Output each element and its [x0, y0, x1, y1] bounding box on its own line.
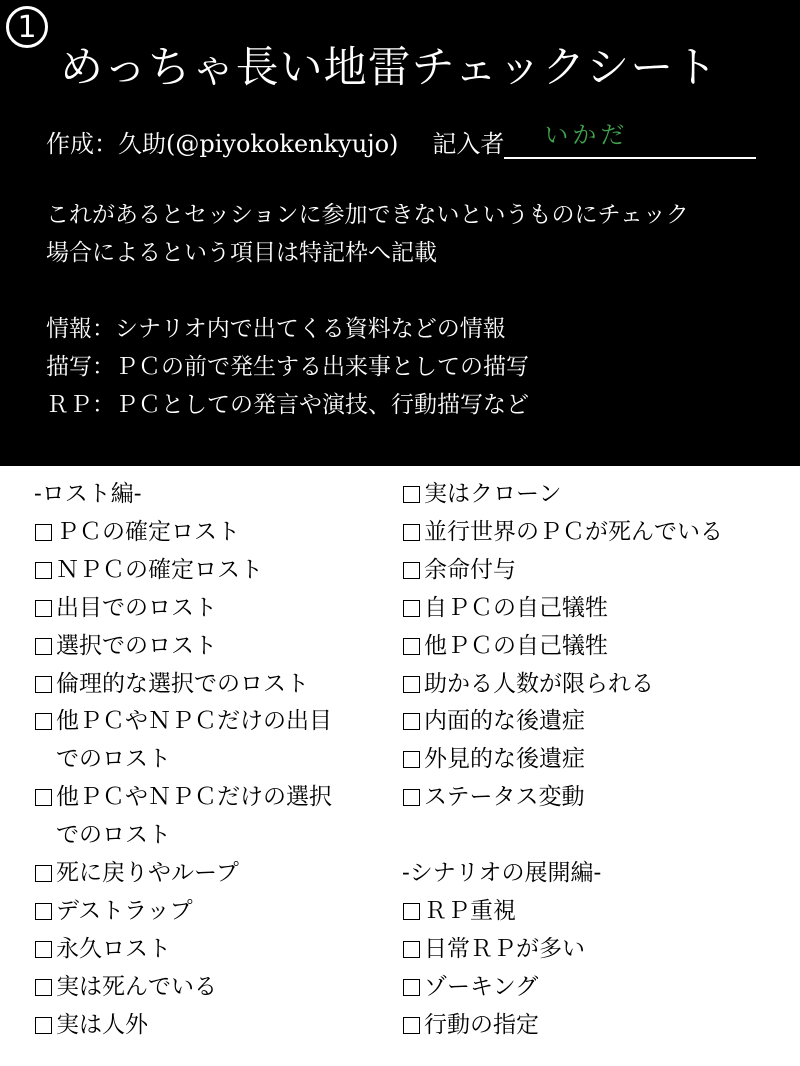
checkbox[interactable] — [35, 941, 52, 958]
checkbox[interactable] — [35, 903, 52, 920]
checklist-item-label: ステータス変動 — [424, 784, 585, 811]
checklist-item-label: 実はクローン — [424, 481, 562, 507]
page-title: めっちゃ長い地雷チェックシート — [60, 43, 719, 93]
writer-name: いかだ — [544, 121, 629, 149]
checklist-item[interactable] — [34, 590, 394, 628]
checkbox[interactable] — [403, 486, 420, 503]
checklist-item[interactable] — [34, 931, 394, 969]
checklist-item[interactable] — [34, 855, 394, 893]
checklist-item-label: 行動の指定 — [424, 1011, 539, 1038]
checklist-item-line: 他ＰＣやＮＰＣだけの出目 — [56, 708, 332, 735]
checkbox[interactable] — [403, 903, 420, 920]
definition-line: 描写：ＰＣの前で発生する出来事としての描写 — [46, 354, 529, 380]
checkbox[interactable] — [403, 562, 420, 579]
checklist-item-label: 永久ロスト — [56, 935, 171, 962]
lost-checklist-continued — [402, 476, 792, 817]
checklist-item-label: 日常ＲＰが多い — [424, 935, 585, 962]
checkbox[interactable] — [403, 638, 420, 655]
checklist-item[interactable] — [402, 741, 792, 779]
checklist-item-label: 余命付与 — [424, 556, 516, 583]
scenario-checklist — [402, 893, 792, 1045]
right-column — [402, 476, 792, 1045]
checklist-item-label: ゾーキング — [424, 973, 539, 1000]
checklist-item-label: 内面的な後遺症 — [424, 708, 585, 735]
intro-line: これがあるとセッションに参加できないというものにチェック — [46, 202, 689, 228]
checkbox[interactable] — [403, 1017, 420, 1034]
checklist-item-label: 助かる人数が限られる — [424, 670, 654, 697]
checklist-item[interactable] — [402, 969, 792, 1007]
checklist-item-label: 実は人外 — [56, 1011, 148, 1038]
author-line — [46, 121, 756, 159]
checklist-item-label: 自ＰＣの自己犠牲 — [424, 594, 608, 621]
checklist-item[interactable] — [402, 779, 792, 817]
checklist-item-label: 倫理的な選択でのロスト — [56, 670, 309, 697]
lost-section — [34, 476, 394, 1045]
definitions — [46, 310, 786, 424]
checkbox[interactable] — [35, 713, 52, 730]
checkbox[interactable] — [35, 600, 52, 617]
checklist-item-label: 選択でのロスト — [56, 632, 217, 659]
checklist-item-line: 他ＰＣやＮＰＣだけの選択 — [56, 784, 332, 811]
checklist-item-label: 並行世界のＰＣが死んでいる — [424, 518, 723, 545]
checkbox[interactable] — [35, 789, 52, 806]
writer-field[interactable] — [504, 121, 756, 159]
checkbox[interactable] — [403, 941, 420, 958]
checklist-item-label: ＮＰＣの確定ロスト — [56, 556, 263, 583]
checklist-item-label: 他ＰＣの自己犠牲 — [424, 632, 608, 659]
checklist-item[interactable] — [402, 590, 792, 628]
checklist-item-label: 外見的な後遺症 — [424, 746, 585, 773]
checklist-item-label — [56, 779, 386, 855]
checklist-item[interactable] — [34, 628, 394, 666]
checkbox[interactable] — [403, 676, 420, 693]
checklist-item[interactable] — [402, 893, 792, 931]
checkbox[interactable] — [35, 676, 52, 693]
writer-label: 記入者 — [432, 130, 505, 158]
checkbox[interactable] — [403, 524, 420, 541]
definition-line: ＲＰ：ＰＣとしての発言や演技、行動描写など — [46, 392, 529, 418]
checklist-item-label: 出目でのロスト — [56, 594, 217, 621]
checklist-item-label: ＰＣの確定ロスト — [56, 518, 240, 545]
checklist-item-label: 実は死んでいる — [56, 973, 217, 1000]
checkbox[interactable] — [35, 562, 52, 579]
checkbox[interactable] — [35, 1017, 52, 1034]
checkbox[interactable] — [35, 979, 52, 996]
checkbox[interactable] — [35, 865, 52, 882]
checklist-item[interactable] — [34, 969, 394, 1007]
checklist-item[interactable] — [34, 779, 394, 855]
checkbox[interactable] — [403, 979, 420, 996]
checklist-item[interactable] — [34, 666, 394, 704]
intro-text — [46, 196, 786, 272]
checklist-item[interactable] — [402, 931, 792, 969]
checklist-item-label: 死に戻りやループ — [56, 860, 239, 887]
definition-line: 情報：シナリオ内で出てくる資料などの情報 — [46, 316, 506, 342]
checklist-item[interactable] — [34, 514, 394, 552]
checklist-item[interactable] — [34, 893, 394, 931]
intro-line: 場合によるという項目は特記枠へ記載 — [46, 240, 437, 266]
checklist-item[interactable] — [402, 1007, 792, 1045]
header-panel — [0, 0, 800, 466]
checkbox[interactable] — [403, 751, 420, 768]
checklist-item[interactable] — [34, 552, 394, 590]
checklist-item[interactable] — [402, 476, 792, 514]
checkbox[interactable] — [35, 524, 52, 541]
checklist-item[interactable] — [34, 1007, 394, 1045]
checklist-item-line: でのロスト — [56, 746, 171, 773]
lost-checklist — [34, 514, 394, 1045]
checklist-item-label — [56, 703, 386, 779]
checkbox[interactable] — [403, 789, 420, 806]
checklist-item-label: デストラップ — [56, 897, 193, 924]
checklist-item-line: でのロスト — [56, 822, 171, 849]
checklist-item[interactable] — [402, 628, 792, 666]
checklist-item[interactable] — [402, 514, 792, 552]
checklist-item[interactable] — [34, 703, 394, 779]
checkbox[interactable] — [35, 638, 52, 655]
section-title-lost: -ロスト編- — [34, 481, 142, 507]
page-number-badge: 1 — [6, 6, 48, 48]
checklist-item[interactable] — [402, 666, 792, 704]
checkbox[interactable] — [403, 713, 420, 730]
checkbox[interactable] — [403, 600, 420, 617]
checklist-item[interactable] — [402, 552, 792, 590]
section-gap — [402, 817, 792, 855]
checklist-item-label: ＲＰ重視 — [424, 897, 516, 924]
section-title-scenario: -シナリオの展開編- — [402, 860, 602, 887]
checklist-item[interactable] — [402, 703, 792, 741]
author-credit: 作成：久助(@piyokokenkyujo) — [46, 130, 399, 158]
